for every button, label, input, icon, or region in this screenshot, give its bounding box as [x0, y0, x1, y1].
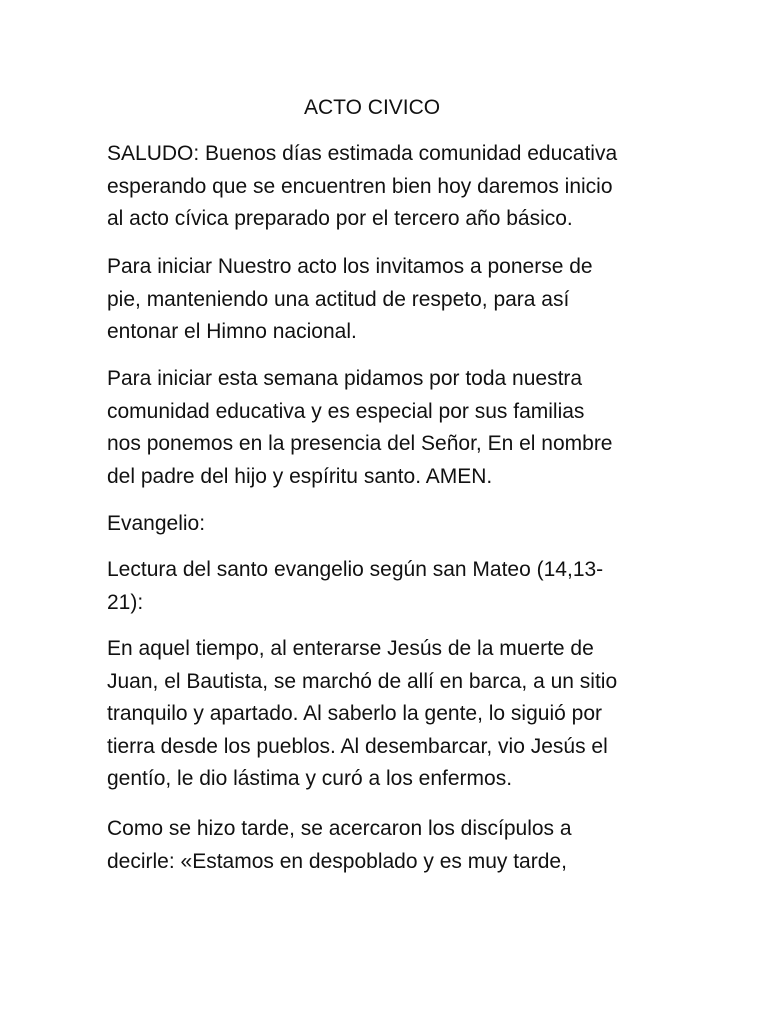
paragraph-himno	[107, 251, 667, 349]
text-line: gentío, le dio lástima y curó a los enfermos.	[107, 767, 513, 790]
text-line: del padre del hijo y espíritu santo. AMEN.	[107, 464, 493, 488]
paragraph-evangelio-heading	[107, 508, 667, 541]
text-line: tranquilo y apartado. Al saberlo la gente, lo siguió por	[107, 702, 602, 725]
paragraph-discipulos	[107, 813, 667, 878]
text-line: Para iniciar Nuestro acto los invitamos a ponerse de	[107, 255, 593, 278]
text-line: Para iniciar esta semana pidamos por toda nuestra	[107, 367, 583, 390]
text-line: Como se hizo tarde, se acercaron los discípulos a	[107, 817, 572, 840]
text-line: al acto cívica preparado por el tercero año básico.	[107, 207, 573, 230]
text-line: SALUDO: Buenos días estimada comunidad educativa	[107, 142, 618, 165]
paragraph-evangelio-text	[107, 633, 667, 796]
text-line: Juan, el Bautista, se marchó de allí en barca, a un sitio	[107, 669, 618, 693]
paragraph-saludo	[107, 138, 667, 236]
text-line: Evangelio:	[107, 512, 206, 535]
text-line: Lectura del santo evangelio según san Mateo (14,13-	[107, 558, 604, 581]
text-line: pie, manteniendo una actitud de respeto, para así	[107, 287, 570, 311]
paragraph-lectura	[107, 554, 667, 619]
text-line: entonar el Himno nacional.	[107, 320, 357, 343]
text-line: decirle: «Estamos en despoblado y es muy tarde,	[107, 849, 567, 873]
text-line: comunidad educativa y es especial por sus familias	[107, 399, 585, 423]
text-line: 21):	[107, 590, 144, 614]
text-line: En aquel tiempo, al enterarse Jesús de la muerte de	[107, 637, 594, 660]
text-line: tierra desde los pueblos. Al desembarcar, vio Jesús el	[107, 734, 608, 758]
document-title: ACTO CIVICO	[304, 96, 441, 119]
text-line: esperando que se encuentren bien hoy daremos inicio	[107, 174, 613, 198]
paragraph-oracion	[107, 363, 667, 493]
text-line: nos ponemos en la presencia del Señor, En el nombre	[107, 432, 613, 455]
